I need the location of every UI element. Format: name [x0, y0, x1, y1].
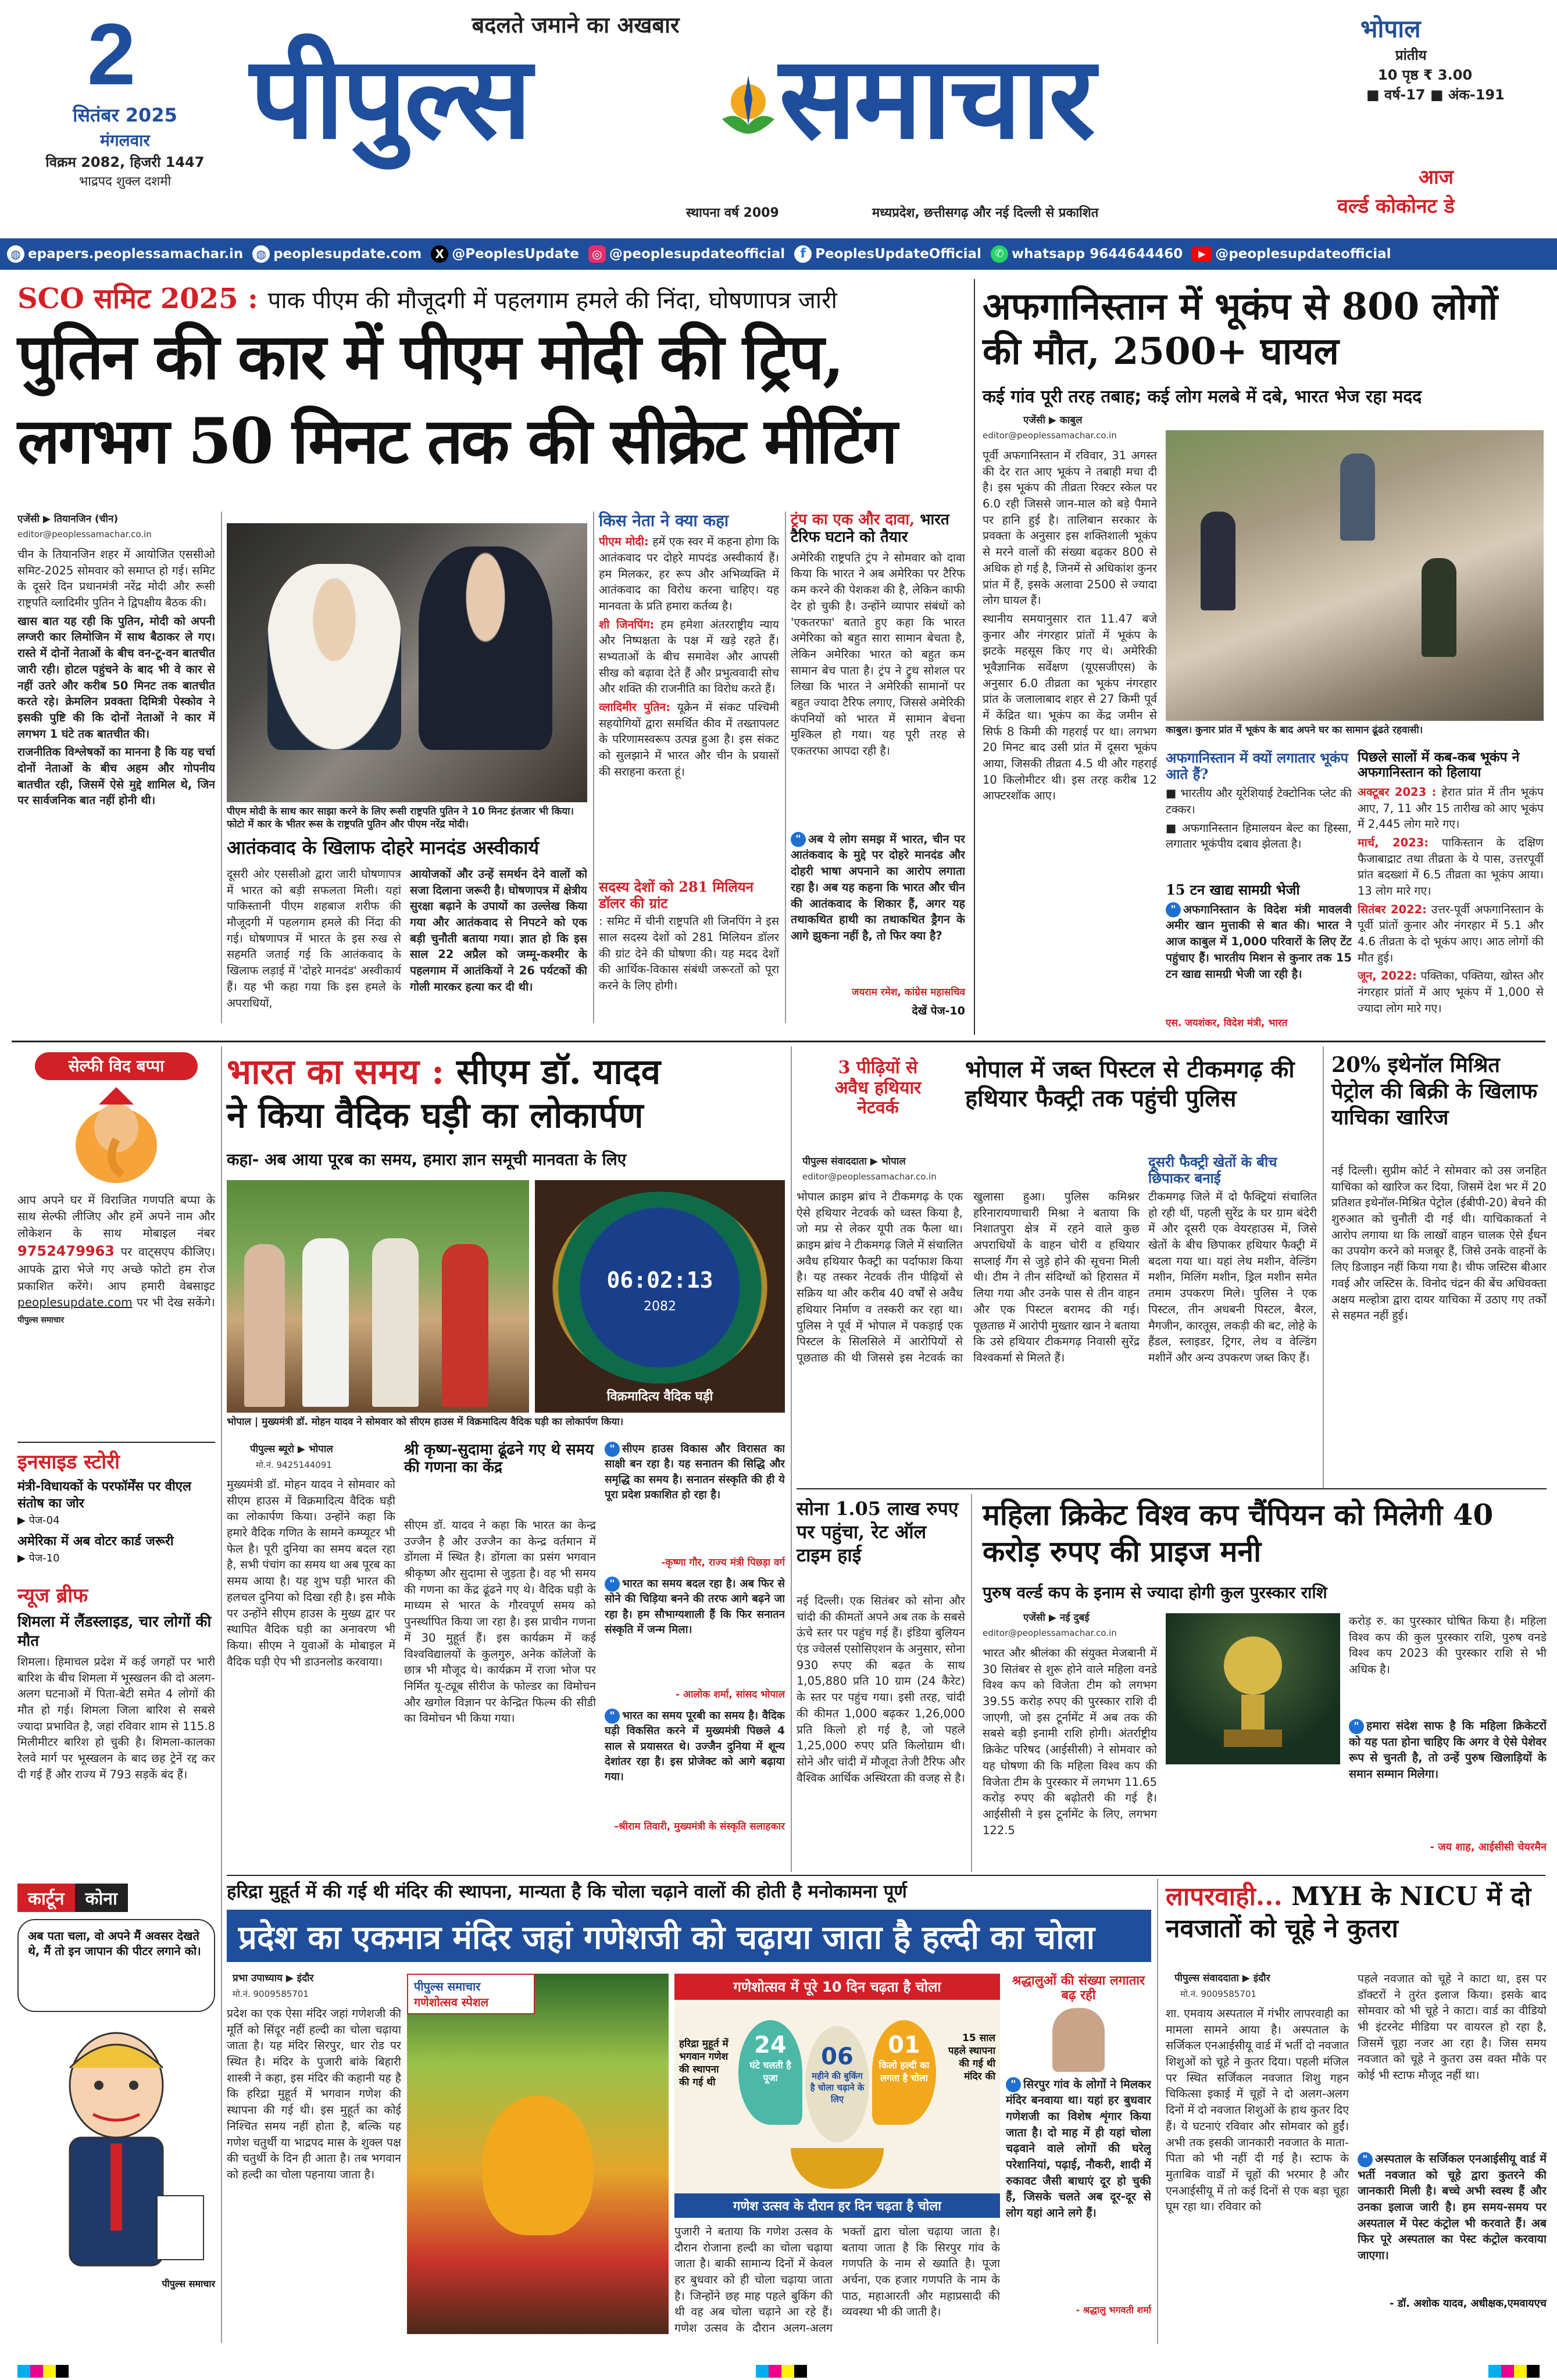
lead-kicker-label: SCO समिट 2025 : [17, 283, 258, 315]
arms-subhead: दूसरी फैक्ट्री खेतों के बीच छिपाकर बनाई [1148, 1153, 1277, 1187]
lead-photo-modi-putin [227, 523, 587, 802]
selfie-credit: पीपुल्स समाचार [17, 1316, 65, 1325]
quote-icon: " [791, 832, 806, 847]
infographic-petal: 01 किलो हल्दी का लगता है चोला [872, 2020, 936, 2125]
tithi: भाद्रपद शुक्ल दशमी [78, 174, 172, 189]
gold-headline: सोना 1.05 लाख रुपए पर पहुंचा, रेट ऑल टाइम हाई [797, 1498, 959, 1566]
afghan-aid-title: 15 टन खाद्य सामग्री भेजी [1166, 881, 1300, 899]
whatsapp-icon: ✆ [991, 245, 1008, 263]
vedic-clock-label: विक्रमादित्य वैदिक घड़ी [606, 1389, 713, 1404]
quote-icon: " [1349, 1719, 1364, 1734]
ganesh-byline: प्रभा उपाध्याय ▶ इंदौर [233, 1972, 314, 1984]
clock-column-1: मुख्यमंत्री डॉ. मोहन यादव ने सोमवार को सीएम हाउस में विक्रमादित्य वैदिक घड़ी का लोकार्पण किया। उन्होंने कहा कि हमारे वैदिक गणित के सामने कम्प्यूटर भी फेल है। पूरी दुनिया का समय बदल रहा है, सभी पंचांग का समय था अब पूरब का समय आया है। यह शुभ घड़ी भारत की हलचल दुनिया को दिखा रही है। इस मौके पर उन्होंने सीएम हाउस के मुख्य द्वार पर स्थापित वैदिक घड़ी का अनावरण भी किया। सीएम ने युवाओं के मोबाइल में वैदिक घड़ी ऐप भी डाउनलोड करवाया। [227, 1478, 395, 1668]
history-item: अक्टूबर 2023 : हेरात प्रांत में तीन भूकंप आए, 7, 11 और 15 तारीख को आए भूकंप में 2,445 लोग मारे गए। [1358, 785, 1544, 831]
lead-subhead-1-column-a: दूसरी ओर एससीओ द्वारा जारी घोषणापत्र में भारत को बड़ी सफलता मिली। यहां पाकिस्तानी पीएम शहबाज शरीफ की मौजूदगी में पहलगाम हमले की निंदा की गई। घोषणापत्र में भारत के इस रुख से सहमति जताई गई कि आतंकवाद के खिलाफ लड़ाई में 'दोहरे मानदंड' अस्वीकार्य हैं। यह भी कहा गया कि इस हमले के अपराधियों, [227, 867, 401, 1010]
ganesh-special-tag: पीपुल्स समाचार गणेशोत्सव स्पेशल [407, 1974, 535, 2014]
myh-quote: " अस्पताल के सर्जिकल एनआईसीयू वार्ड में भर्ती नवजात को चूहे द्वारा कुतरने की जानकारी मिली है। बच्चे अभी स्वस्थ हैं और उनका इलाज जारी है। हम समय-समय पर अस्पताल में पेस्ट कंट्रोल भी करवाते हैं। अब फिर पूरे अस्पताल का पेस्ट कंट्रोल करवाया जाएगा। [1358, 2152, 1547, 2263]
myh-column-2: पहले नवजात को चूहे ने काटा था, इस पर डॉक्टरों ने तुरंत इलाज किया। इसके बाद सोमवार को भी चूहे ने काटा। वार्ड का वीडियो भी इंटरनेट मीडिया पर वायरल हो रहा है, जिसमें चूहा नजर आ रहा है। जिस समय नवजात को चूहे ने कुतरा उस वक्त मौके पर कोई भी स्टाफ मौजूद नहीं था। [1358, 1972, 1547, 2082]
grant-body: : समिट में चीनी राष्ट्रपति शी जिनपिंग ने इस साल सदस्य देशों को 281 मिलियन डॉलर की ग्रांट देने की घोषणा की। यह मदद देशों की आर्थिक-विकास संबंधी जरूरतों को पूरा करने के लिए होगी। [599, 914, 779, 993]
color-registration-bar [756, 2365, 807, 2378]
instagram-icon: ◎ [588, 245, 606, 263]
news-brief-headline: शिमला में लैंडस्लाइड, चार लोगों की मौत [17, 1613, 212, 1650]
cricket-byline: एजेंसी ▶ नई दुबई [1023, 1612, 1090, 1624]
history-item: जून, 2022: पक्तिका, पक्तिया, खोस्त और नंगरहार प्रांतों में आए भूकंप में 1,000 से ज्यादा लोग मारे गए। [1358, 969, 1544, 1015]
infographic-petal: 24 घंटे चलती है पूजा [738, 2020, 802, 2125]
afghan-headline: अफगानिस्तान में भूकंप से 800 लोगों की मौत, 2500+ घायल [983, 285, 1498, 373]
afghan-photo-caption: काबुल। कुनार प्रांत में भूकंप के बाद अपने घर का सामान ढूंढते रहवासी। [1166, 724, 1423, 736]
myh-mobile: मो.नं. 9009585701 [1180, 1989, 1256, 1999]
lead-photo-caption: पीएम मोदी के साथ कार साझा करने के लिए रूसी राष्ट्रपति पुतिन ने 10 मिनट इंतजार भी किया। फोटो में कार के भीतर रूस के राष्ट्रपति पुतिन और पीएम नरेंद्र मोदी। [227, 806, 574, 831]
infographic-subtitle: गणेश उत्सव के दौरान हर दिन चढ़ता है चोला [674, 2193, 1000, 2218]
devotee-body: " सिरपुर गांव के लोगों ने मिलकर मंदिर बनवाया था। यहां हर बुधवार गणेशजी का विशेष शृंगार किया जाता है। दो माह में ही यहां चोला चढ़वाने वाले लोगों की घरेलू परेशानियां, पढ़ाई, नौकरी, शादी में रुकावट जैसी बाधाएं दूर हो चुकी हैं, जिसके चलते अब दूर-दूर से लोग यहां आने लगे हैं। [1006, 2077, 1151, 2220]
quote-icon: " [605, 1442, 620, 1457]
cricket-headline: महिला क्रिकेट विश्व कप चैंपियन को मिलेगी 40 करोड़ रुपए की प्राइज मनी [983, 1498, 1494, 1568]
selfie-body: आप अपने घर में विराजित गणपति बप्पा के साथ सेल्फी लीजिए और हमें अपने नाम और लोकेशन के साथ मोबाइल नंबर 9752479963 पर वाट्सएप कीजिए। आपके द्वारा भेजे गए अच्छे फोटो हम रोज प्रकाशित करेंगे। आप हमारी वेबसाइट peoplesupdate.com पर भी देख सकेंगे। पीपुल्स समाचार [17, 1193, 215, 1325]
cartoon-title-b: कोना [75, 1884, 128, 1912]
lead-subhead-double-standards: आतंकवाद के खिलाफ दोहरे मानदंड अस्वीकार्य [227, 837, 540, 859]
lead-byline: एजेंसी ▶ तियानजिन (चीन) [17, 513, 119, 525]
afghan-subhead: कई गांव पूरी तरह तबाह; कई लोग मलबे में दबे, भारत भेज रहा मदद [983, 387, 1422, 407]
trump-story [791, 512, 965, 1035]
infographic-right-note: 15 साल पहले स्थापना की गई थी मंदिर की [948, 2032, 995, 2083]
trump-body: अमेरिकी राष्ट्रपति ट्रंप ने सोमवार को दावा किया कि भारत ने अब अमेरिका पर टैरिफ कम करने की पेशकश की है, लेकिन काफी देर हो चुकी है। उन्होंने व्यापार संबंधों को 'एकतरफा' बताते हुए कहा कि भारत अमेरिका को बहुत सारा सामान बेचता है, लेकिन अमेरिका भारत को बहुत कम सामान बेच पाता है। ट्रंप ने ट्रुथ सोशल पर लिखा कि भारत ने अमेरिकी सामानों पर बहुत ज्यादा टैरिफ लगाए, जिससे अमेरिकी कंपनियों को भारत में सामान बेचना मुश्किल हो गया। यह पूरी तरह से एकतरफा आपदा रही है। [791, 551, 965, 758]
cartoon-credit: पीपुल्स समाचार [162, 2278, 215, 2289]
ganesh-headline: प्रदेश का एकमात्र मंदिर जहां गणेशजी को चढ़ाया जाता है हल्दी का चोला [238, 1918, 1095, 1957]
quote-icon: " [1358, 2152, 1373, 2167]
volume-issue: ■ वर्ष-17 ■ अंक-191 [1366, 87, 1505, 103]
vedic-clock-year: 2082 [644, 1299, 676, 1314]
social-link-epaper[interactable]: ◍ epapers.peoplessamachar.in [7, 245, 243, 263]
clock-subhead-krishna: श्री कृष्ण-सुदामा ढूंढने गए थे समय की गणना का केंद्र [404, 1441, 594, 1476]
clock-column-2: सीएम डॉ. यादव ने कहा कि भारत का केन्द्र उज्जैन है और उज्जैन का केन्द्र वर्तमान में डोंगला में स्थित है। डोंगला का प्रसंग भगवान श्रीकृष्ण और सुदामा से जुड़ता है। वह भी समय की गणना का केंद्र ढूंढने गए थे। वैदिक घड़ी के माध्यम से भारत के गौरवपूर्ण समय को पुनर्स्थापित किया जा रहा है। इस प्राचीन गणना में 30 मुहूर्त हैं। इस कार्यक्रम में कई विश्वविद्यालयों के कुलगुरु, अनेक कॉलेजों के छात्र भी मौजूद थे। कार्यक्रम में राजा भोज पर निर्मित यू-ट्यूब सीरीज के फोल्डर का विमोचन और खगोल विज्ञान पर केन्द्रित फिल्म की सीडी का विमोचन भी किया गया। [404, 1518, 596, 1725]
clock-quote-author: - आलोक शर्मा, सांसद भोपाल [675, 1689, 785, 1700]
edition-type: प्रांतीय [1395, 47, 1427, 63]
ganesh-kicker: हरिद्रा मुहूर्त में की गई थी मंदिर की स्थापना, मान्यता है कि चोला चढ़ाने वालों की होती है मनोकामना पूर्ण [227, 1881, 907, 1902]
x-icon: X [431, 245, 448, 263]
infographic-turmeric-bowl [791, 2148, 884, 2189]
logo-emblem [716, 70, 780, 145]
myh-byline: पीपुल्स संवाददाता ▶ इंदौर [1174, 1972, 1270, 1984]
afghan-history-box [1358, 750, 1544, 1029]
quote-icon: " [1006, 2077, 1021, 2092]
history-item: मार्च, 2023: पाकिस्तान के दक्षिण फैजाबाद्राट तथा तीव्रता के ये पास, उत्तरपूर्वी प्रांत बदख्शां में 6.5 तीव्रता का भूकंप आया। 13 लोग मारे गए। [1358, 835, 1544, 898]
afghan-history-title: पिछले सालों में कब-कब भूकंप ने अफगानिस्तान को हिलाया [1358, 749, 1520, 781]
social-link-youtube[interactable]: ▶ @peoplesupdateofficial [1192, 246, 1391, 262]
afghan-why-box [1166, 750, 1352, 1029]
inside-story-box [17, 1448, 215, 1575]
published-from: मध्यप्रदेश, छत्तीसगढ़ और नई दिल्ली से प्रकाशित [872, 206, 1099, 220]
clock-subhead: कहा- अब आया पूरब का समय, हमारा ज्ञान समूची मानवता के लिए [227, 1150, 627, 1169]
vedic-clock-photo [535, 1180, 785, 1413]
ganesh-headline-band [227, 1910, 1151, 1962]
edition-city: भोपाल [1360, 15, 1421, 43]
paper-name-left: पीपुल्स [250, 31, 530, 165]
infographic-left-note: हरिद्रा मुहूर्त में भगवान गणेश की स्थापना की गई थी [679, 2038, 728, 2089]
lead-kicker [17, 279, 965, 317]
devotee-title: श्रद्धालुओं की संख्या लगातार बढ़ रही [1012, 1973, 1145, 2003]
afghan-photo-rubble [1166, 430, 1544, 721]
date-number: 2 [87, 5, 136, 103]
quote-icon: " [605, 1577, 620, 1592]
clock-headline-2: ने किया वैदिक घड़ी का लोकार्पण [227, 1095, 644, 1136]
grant-subhead: सदस्य देशों को 281 मिलियन डॉलर की ग्रांट [599, 878, 753, 912]
facebook-icon: f [794, 245, 812, 263]
price: 10 पृष्ठ ₹ 3.00 [1378, 67, 1473, 83]
devotee-portrait [1052, 2008, 1105, 2072]
infographic-title: गणेशोत्सव में पूरे 10 दिन चढ़ता है चोला [674, 1974, 1000, 2000]
color-registration-bar [17, 2365, 69, 2378]
social-link-instagram[interactable]: ◎ @peoplesupdateofficial [588, 245, 785, 263]
cricket-quote: " हमारा संदेश साफ है कि महिला क्रिकेटरों को यह पता होना चाहिए कि अगर वे ऐसे पेशेवर रूप से चुनती है, तो उन्हें पुरुष खिलाड़ियों के समान सम्मान मिलेगा। [1349, 1719, 1547, 1781]
afghan-aid-body: " अफगानिस्तान के विदेश मंत्री मावलवी अमीर खान मुत्ताकी से बात की। भारत ने आज काबुल में 1,000 परिवारों के लिए टेंट पहुंचाए हैं। भारतीय मिशन से कुनार तक 15 टन खाद्य सामग्री भेजी जा रही है। [1166, 902, 1352, 981]
vikram-samvat: विक्रम 2082, हिजरी 1447 [45, 154, 205, 170]
clock-quotes [605, 1442, 785, 1872]
leaders-box-quotes: पीएम मोदी: हमें एक स्वर में कहना होगा कि आतंकवाद पर दोहरे मापदंड अस्वीकार्य हैं। हम मिलकर, हर रूप और अभिव्यक्ति में आतंकवाद का विरोध करना चाहिए। यह मानवता के प्रति हमारा कर्तव्य है। शी जिनपिंग: हम हमेशा अंतरराष्ट्रीय न्याय और निष्पक्षता के पक्ष में खड़े रहते हैं। सभ्यताओं के बीच समावेश और आपसी सीख को बढ़ावा देते हैं और प्रभुत्ववादी सोच और शक्ति की राजनीति का विरोध करते हैं। व्लादिमीर पुतिन: यूक्रेन में संकट पश्चिमी सहयोगियों द्वारा समर्थित कीव में तख्तापलट के परिणामस्वरूप उत्पन्न हुआ है। इस संकट को सुलझाने में भारत और चीन के प्रयासों की सराहना करता हूं। [599, 535, 779, 778]
afghan-byline: एजेंसी ▶ काबुल [1023, 414, 1083, 426]
afghan-column-1: पूर्वी अफगानिस्तान में रविवार, 31 अगस्त की देर रात आए भूकंप ने तबाही मचा दी है। इस भूकंप की तीव्रता रिक्टर स्केल पर 6.0 रही जिससे जान-माल को बड़े पैमाने पर हानि हुई है। तालिबान सरकार के प्रवक्ता के अनुसार इस शक्तिशाली भूकंप से मरने वालों की संख्या बढ़कर 800 से अधिक हो गई है, जिनमें से अधिकांश कुनर प्रांत में हैं, इसके अलावा 2500 से ज्यादा लोग घायल हैं। स्थानीय समयानुसार रात 11.47 बजे कुनार और नंगरहार प्रांतों में भूकंप के झटके महसूस किए गए थे। अमेरिकी भूवैज्ञानिक सर्वेक्षण (यूएसजीएस) के अनुसार 6.0 तीव्रता का भूकंप नंगरहार प्रांत के जलालाबाद शहर से 27 किमी पूर्व में केंद्रित था। भूकंप का केंद्र जमीन से सिर्फ 8 किमी की गहराई पर था। लगभग 20 मिनट बाद उसी प्रांत में दूसरा भूकंप आया, जिसकी तीव्रता 4.5 थी और गहराई 10 किलोमीटर थी। इस तरह करीब 12 आफ्टरशॉक आए। [983, 449, 1157, 803]
clock-quote: " भारत का समय पूरबी का समय है। वैदिक घड़ी विकसित करने में मुख्यमंत्री पिछले 4 साल से प्रयासरत थे। उज्जैन दुनिया में शून्य देशांतर रहा है। इस प्रोजेक्ट को आगे बढ़ाया गया। [605, 1710, 785, 1784]
clock-quote: " भारत का समय बदल रहा है। अब फिर से सोने की चिड़िया बनने की तरफ आगे बढ़ने जा रहा है। हम सौभाग्यशाली हैं कि फिर सनातन संस्कृति में जन्म मिला। [605, 1578, 785, 1636]
cartoon-speech: अब पता चला, वो अपने मैं अवसर देखते थे, मैं तो इन जापान की पीटर लगाने को। [17, 1919, 215, 2012]
inside-story-title: इनसाइड स्टोरी [17, 1450, 120, 1474]
cricket-column-1: भारत और श्रीलंका की संयुक्त मेजबानी में 30 सितंबर से शुरू होने वाले महिला वनडे विश्व कप को विजेता टीम को लगभग 39.55 करोड़ रुपए की पुरस्कार राशि दी जाएगी, जो इस टूर्नामेंट में अब तक की सबसे बड़ी इनामी राशि होगी। अंतर्राष्ट्रीय क्रिकेट परिषद (आईसीसी) ने सोमवार को यह घोषणा की कि महिला विश्व कप की विजेता टीम के पुरस्कार में लगभग 11.65 करोड़ रुपए की बढ़ोतरी की गई है। आईसीसी ने इस टूर्नामेंट के लिए, लगभग 122.5 [983, 1646, 1157, 1837]
history-item: सितंबर 2022: उत्तर-पूर्वी अफगानिस्तान के पूर्वी प्रांतों कुनार और नंगरहार में 5.1 और 4.6 तीव्रता के दो भूकंप आए। आठ लोगों की मौत हुई। [1358, 902, 1544, 964]
cricket-column-2: करोड़ रु. का पुरस्कार घोषित किया है। महिला विश्व कप की कुल पुरस्कार राशि, पुरुष वनडे विश्व कप 2023 की पुरस्कार राशि से भी अधिक है। [1349, 1614, 1547, 1677]
clock-photo-inauguration [227, 1180, 529, 1413]
see-page-link[interactable]: देखें पेज-10 [912, 1004, 965, 1017]
youtube-icon: ▶ [1192, 246, 1212, 262]
myh-column-1: शा. एमवाय अस्पताल में गंभीर लापरवाही का मामला सामने आया है। अस्पताल के सर्जिकल एनआईसीयू वार्ड में भर्ती दो नवजात शिशुओं को चूहे ने कुतर दिया। पहली मंजिल पर स्थित सर्जिकल नवजात शिशु गहन चिकित्सा इकाई में चूहों ने दो अलग-अलग दिनों में दो नवजात शिशुओं के हाथ कुतर दिए हैं। ये घटनाएं रविवार और सोमवार को हुईं। अभी तक इसकी जानकारी नवजात के माता-पिता को भी नहीं दी गई है। स्टाफ के मुताबिक वार्डों में चूहों की भरमार है और एनआईसीयू में तो कई दिनों से एक बड़ा चूहा घूम रहा था। रविवार को [1166, 2007, 1349, 2214]
tagline: बदलते जमाने का अखबार [472, 12, 680, 38]
ethanol-headline: 20% इथेनॉल मिश्रित पेट्रोल की बिक्री के खिलाफ याचिका खारिज [1331, 1053, 1538, 1130]
inside-story-item[interactable]: अमेरिका में अब वोटर कार्ड जरूरी ▶ पेज-10 [17, 1534, 174, 1565]
cricket-quote-author: - जय शाह, आईसीसी चेयरमैन [1430, 1841, 1547, 1853]
ganesh-idol-photo [407, 1974, 669, 2334]
quote-icon: " [1166, 902, 1181, 917]
myh-quote-author: - डॉ. अशोक यादव, अधीक्षक,एमवायएच [1390, 2297, 1547, 2310]
date-month: सितंबर 2025 [73, 104, 177, 126]
afghan-why-title: अफगानिस्तान में क्यों लगातार भूकंप आते हैं? [1166, 749, 1349, 782]
social-link-website[interactable]: ◍ peoplesupdate.com [252, 245, 422, 263]
selfie-phone[interactable]: 9752479963 [17, 1243, 115, 1260]
devotee-box [1006, 1974, 1151, 2334]
social-bar [0, 238, 1557, 270]
lead-headline-line-1: पुतिन की कार में पीएम मोदी की ट्रिप, [17, 320, 843, 394]
clock-photo-caption: भोपाल | मुख्यमंत्री डॉ. मोहन यादव ने सोमवार को सीएम हाउस में विक्रमादित्य वैदिक घड़ी का लोकार्पण किया। [227, 1416, 624, 1428]
lead-column-1: चीन के तियानजिन शहर में आयोजित एससीओ समिट-2025 सोमवार को समाप्त हो गई। समिट के दूसरे दिन प्रधानमंत्री नरेंद्र मोदी और रूसी राष्ट्रपति व्लादिमीर पुतिन ने द्विपक्षीय बैठक की। खास बात यह रही कि पुतिन, मोदी को अपनी लग्जरी कार लिमोजिन में साथ बैठाकर ले गए। रास्ते में दोनों नेताओं के बीच वन-टू-वन बातचीत जारी रही। होटल पहुंचने के बाद भी वे कार से नहीं उतरे और करीब 50 मिनट तक बातचीत करते रहे। क्रेमलिन प्रवक्ता दिमित्री पेस्कोव ने इसकी पुष्टि की कि दोनों नेताओं ने कार में लगभग 1 घंटे तक बातचीत की। राजनीतिक विश्लेषकों का मानना है कि यह चर्चा दोनों नेताओं के बीच अहम और गोपनीय बातचीत रही, जिसमें ऐसे मुद्दे शामिल थे, जिन पर सार्वजनिक बात नहीं होनी थी। [17, 548, 215, 807]
clock-byline: पीपुल्स ब्यूरो ▶ भोपाल [250, 1443, 333, 1455]
globe-icon: ◍ [7, 245, 24, 263]
globe-icon: ◍ [252, 245, 270, 263]
weekday: मंगलवार [100, 131, 150, 150]
today-event: वर्ल्ड कोकोनट डे [1337, 195, 1455, 218]
today-label: आज [1419, 166, 1454, 189]
clock-mobile: मो.नं. 9425144091 [256, 1460, 332, 1470]
ethanol-body: नई दिल्ली। सुप्रीम कोर्ट ने सोमवार को उस जनहित याचिका को खारिज कर दिया, जिसमें देश भर में 20 प्रतिशत इथेनॉल-मिश्रित पेट्रोल (ईबीपी-20) बेचने की शुरुआत को चुनौती दी गई थी। याचिकाकर्ता ने आरोप लगाया था कि लाखों वाहन चालक ऐसे ईंधन का उपयोग करने को मजबूर हैं, जिसे उनके वाहनों के लिए डिजाइन नहीं किया गया है। चीफ जस्टिस बीआर गवई और जस्टिस के. विनोद चंद्रन की बेंच अधिवक्ता अक्षय मल्होत्रा द्वारा दायर याचिका में उठाए गए तर्कों से सहमत नहीं हुई। [1331, 1164, 1547, 1323]
arms-headline: भोपाल में जब्त पिस्टल से टीकमगढ़ की हथियार फैक्ट्री तक पहुंची पुलिस [965, 1056, 1295, 1112]
ganesha-illustration [64, 1087, 169, 1186]
cricket-subhead: पुरुष वर्ल्ड कप के इनाम से ज्यादा होगी कुल पुरस्कार राशि [983, 1583, 1327, 1602]
arms-body-2: टीकमगढ़ जिले में दो फैक्ट्रियां संचालित हो रही थीं, पहली सुरेंद्र के घर ग्राम बंदेरी में और दूसरी एक वेयरहाउस में, जिसे खेतों के बीच छिपाकर हथियार फैक्ट्री में बदला गया था। यहां लेथ मशीन, वेल्डिंग मशीन, मिलिंग मशीन, ड्रिल मशीन समेत तमाम उपकरण मिले। पुलिस ने एक पिस्टल, तीन अधबनी पिस्टल, बैरल, मैगजीन, कारतूस, लकड़ी की बट, लोहे के हैंडल, स्लाइडर, ट्रिगर, लेथ व वेल्डिंग मशीनें और अन्य उपकरण जब्त किए हैं। [1148, 1190, 1317, 1364]
selfie-box [17, 1052, 215, 1436]
social-link-x[interactable]: X @PeoplesUpdate [431, 245, 579, 263]
quote-icon: " [605, 1709, 620, 1724]
lead-headline-line-2: लगभग 50 मिनट तक की सीक्रेट मीटिंग [17, 405, 897, 478]
vedic-clock-time: 06:02:13 [606, 1267, 713, 1293]
masthead [0, 0, 1557, 244]
clock-headline-1: भारत का समय : सीएम डॉ. यादव [227, 1052, 661, 1092]
established-year: स्थापना वर्ष 2009 [686, 206, 779, 220]
ganesh-column-2: पुजारी ने बताया कि गणेश उत्सव के दौरान रोजाना हल्दी का चोला चढ़ाया जाता है। बाकी सामान्य दिनों में केवल हर बुधवार को ही चोला चढ़ाया जाता है। जिन्होंने छह माह पहले बुकिंग की थी वह अब चोला चढ़ाने आ रहे हैं। गणेश उत्सव के दौरान अलग-अलग भक्तों द्वारा चोला चढ़ाया जाता है। बताया जाता है कि सिरपुर गांव के गणपति के नाम से ख्याति है। पूजा अर्चना, एक हजार गणपति के नाम के पाठ, महाआरती और महाप्रसादी की व्यवस्था भी की जाती है। [674, 2225, 1000, 2335]
color-registration-bar [1488, 2365, 1540, 2378]
ganesh-mobile: मो.नं. 9009585701 [233, 1989, 309, 1999]
lead-kicker-text: पाक पीएम की मौजूदगी में पहलगाम हमले की निंदा, घोषणापत्र जारी [267, 287, 837, 314]
ganesh-infographic [674, 1974, 1000, 2218]
afghan-email: editor@peoplessamachar.co.in [983, 430, 1117, 441]
trump-quote: " अब ये लोग समझ में भारत, चीन पर आतंकवाद के मुद्दे पर दोहरे मानदंड और दोहरी भाषा अपनाने का आरोप लगाता रहा है। अब यह कहना कि भारत और चीन की आतंकवाद के शिकार हैं, अगर यह तथाकथित हाथी का तथाकथित ड्रैगन के आगे झुकना नहीं है, तो फिर क्या है? [791, 832, 965, 942]
cricket-caption-body [1166, 1767, 1340, 1872]
world-cup-trophy-photo [1166, 1613, 1340, 1764]
clock-quote: " सीएम हाउस विकास और विरासत का साक्षी बन रहा है। यह सनातन की सिद्धि और समृद्धि का समय है। सनातन संस्कृति की ही ये पूरा प्रदेश प्रकाशित हो रहा है। [605, 1443, 785, 1501]
afghan-aid-author: एस. जयशंकर, विदेश मंत्री, भारत [1166, 1017, 1288, 1029]
news-brief-box [17, 1581, 215, 1872]
afghan-why-point: ■ भारतीय और यूरेशियाई टेक्टोनिक प्लेट की टक्कर। [1166, 787, 1352, 816]
arms-body: भोपाल क्राइम ब्रांच ने टीकमगढ़ के एक ऐसे हथियार नेटवर्क को ध्वस्त किया है, जो मप्र से लेकर यूपी तक फैला था। क्राइम ब्रांच ने टीकमगढ़ जिले में संचालित अवैध हथियार फैक्ट्री का पर्दाफाश किया है। यह तस्कर नेटवर्क तीन पीढ़ियों से सक्रिय था और करीब 40 वर्षों से अवैध हथियार निर्माण व तस्करी कर रहा था। पुलिस ने पूर्व में भोपाल में पकड़ाई एक पिस्टल के सिलसिले में आरोपियों से पूछताछ की थी जिससे इस नेटवर्क का खुलासा हुआ। पुलिस कमिश्नर हरिनारायणाचारी मिश्रा ने बताया कि निशातपुरा क्षेत्र में रहने वाले कुछ अपराधियों के वाहन चोरी व हथियार सप्लाई गैंग से जुड़े होने की सूचना मिली थी। टीम ने तीन संदिग्धों को हिरासत में लिया गया और उनके पास से तीन वाहन और एक पिस्टल बरामद की गई। पूछताछ में आरोपी मुख्तार खान ने बताया कि उसे हथियार टीकमगढ़ निवासी सुरेंद्र विश्वकर्मा से मिलते हैं। [797, 1190, 1140, 1364]
ganesh-column-1: प्रदेश का एक ऐसा मंदिर जहां गणेशजी की मूर्ति को सिंदूर नहीं हल्दी का चोला चढ़ाया जाता है। यह मंदिर सिरपुर, धार रोड पर स्थित है। मंदिर के पुजारी बांके बिहारी शास्त्री ने कहा, इस मंदिर की कहानी यह है कि हरिद्रा मुहूर्त में भगवान गणेश की स्थापना की गई थी। इस मुहूर्त का कोई निश्चित समय नहीं होता है, बल्कि यह गणेश चतुर्थी या भाद्रपद मास के शुक्ल पक्ष की चतुर्थी के दिन ही आता है। तब भगवान को हल्दी का चोला पहनाया जाता है। [227, 2007, 401, 2181]
lead-email: editor@peoplessamachar.co.in [17, 529, 152, 539]
cartoon-title-a: कार्टून [17, 1884, 75, 1912]
cartoon-box [17, 1884, 215, 2325]
infographic-petal: 06 महीने की बुकिंग है चोला चढ़ाने के लिए [805, 2026, 869, 2142]
selfie-title: सेल्फी विद बप्पा [35, 1052, 198, 1080]
myh-headline: लापरवाही... MYH के NICU में दो नवजातों को चूहे ने कुतरा [1166, 1882, 1531, 1943]
clock-quote-author: -कृष्णा गौर, राज्य मंत्री पिछड़ा वर्ग [661, 1557, 785, 1568]
paper-name-right: समाचार [779, 31, 1093, 165]
afghan-why-point: ■ अफगानिस्तान हिमालयन बेल्ट का हिस्सा, लगातार भूकंपीय दबाव झेलता है। [1166, 821, 1352, 851]
leaders-box [599, 512, 779, 1023]
gold-body: नई दिल्ली। एक सितंबर को सोना और चांदी की कीमतों अपने अब तक के सबसे ऊंचे स्तर पर पहुंच गई हैं। इंडिया बुलियन एंड ज्वेलर्स एसोसिएशन के अनुसार, सोना 930 रुपए की बढ़त के साथ 1,05,880 प्रति 10 ग्राम (24 कैरेट) के स्तर पर पहुंच गया। इसी तरह, चांदी की कीमत 1,000 बढ़कर 1,26,000 प्रति किलो हो गई है, जो पहले 1,25,000 रुपए प्रति किलोग्राम थी। सोने और चांदी में मौजूदा तेजी टैरिफ और वैश्विक आर्थिक अस्थिरता की वजह से है। [797, 1594, 965, 1785]
news-brief-title: न्यूज ब्रीफ [17, 1584, 88, 1607]
arms-email: editor@peoplessamachar.co.in [802, 1171, 937, 1182]
lead-subhead-1-column-b: आयोजकों और उन्हें समर्थन देने वालों को सजा दिलाना जरूरी है। घोषणापत्र में क्षेत्रीय सुरक्षा बढ़ाने के उपायों का उल्लेख किया गया और आतंकवाद से निपटने को एक बड़ी चुनौती बताया गया। ज्ञात हो कि इस साल 22 अप्रैल को जम्मू-कश्मीर के पहलगाम में आतंकियों ने 26 पर्यटकों की गोली मारकर हत्या कर दी थी। [410, 867, 587, 994]
leaders-box-title: किस नेता ने क्या कहा [599, 511, 729, 530]
social-link-whatsapp[interactable]: ✆ whatsapp 9644644460 [991, 245, 1183, 263]
arms-tag: 3 पीढ़ियों से अवैध हथियार नेटवर्क [834, 1057, 922, 1118]
clock-quote-author: -श्रीराम तिवारी, मुख्यमंत्री के संस्कृति सलाहकार [614, 1821, 785, 1832]
selfie-website-link[interactable]: peoplesupdate.com [17, 1295, 133, 1310]
trump-quote-author: जयराम रमेश, कांग्रेस महासचिव [851, 986, 965, 998]
social-link-facebook[interactable]: f PeoplesUpdateOfficial [794, 245, 981, 263]
arms-byline: पीपुल्स संवाददाता ▶ भोपाल [802, 1156, 906, 1167]
devotee-author: - श्रद्धालु भगवती शर्मा [1076, 2304, 1151, 2315]
inside-story-item[interactable]: मंत्री-विधायकों के परफॉर्मेंस पर वीएल संतोष का जोर ▶ पेज-04 [17, 1480, 191, 1527]
trump-kicker: ट्रंप का एक और दावा, भारत टैरिफ घटाने को तैयार [791, 511, 949, 546]
news-brief-body: शिमला। हिमाचल प्रदेश में कई जगहों पर भारी बारिश के बीच शिमला में भूस्खलन की दो अलग-अलग घटनाओं में पिता-बेटी समेत 4 लोगों की मौत हो गई। शिमला जिला बारिश से सबसे ज्यादा प्रभावित है, जहां रविवार शाम से 115.8 मिलीमीटर बारिश हो चुकी है। शिमला-कालका रेलवे मार्ग पर भूस्खलन के बाद छह ट्रेनें रद्द कर दी गई हैं और राज्य में 793 सड़कें बंद हैं। [17, 1655, 215, 1781]
cricket-email: editor@peoplessamachar.co.in [983, 1628, 1117, 1638]
cartoon-illustration [17, 2021, 215, 2277]
